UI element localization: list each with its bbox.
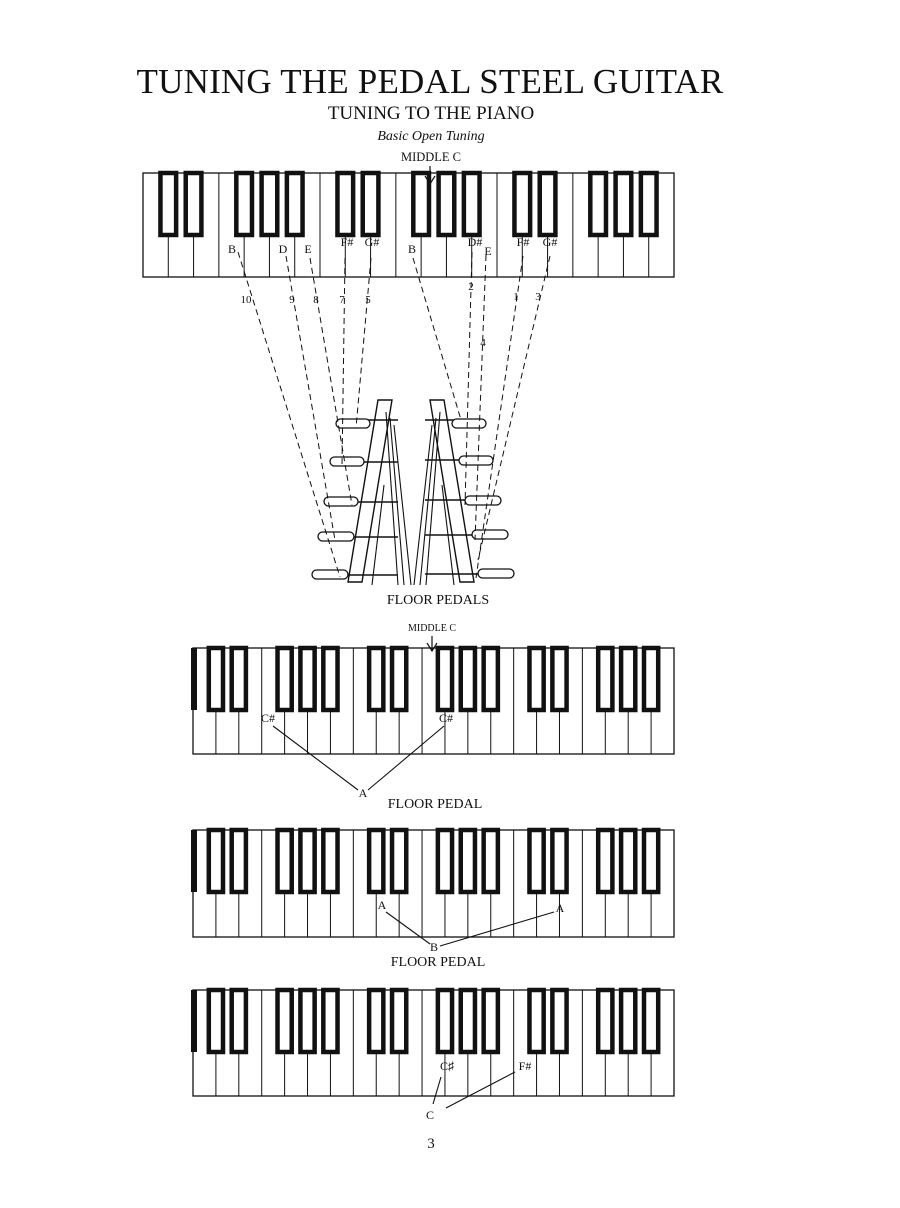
black-key [464,173,480,235]
page-title: TUNING THE PEDAL STEEL GUITAR [136,62,724,101]
floor-pedal-a-caption: FLOOR PEDAL [387,797,483,812]
keyboard-2 [191,648,674,754]
black-key [644,648,658,710]
black-key [369,830,383,892]
black-key [529,648,543,710]
pedal-pad [452,419,486,428]
note-label: G# [542,235,558,249]
string-connector [342,258,345,465]
string-number: 9 [289,294,295,306]
pedal-pad [336,419,370,428]
string-number: 1 [513,291,519,303]
string-number: 5 [365,294,371,306]
black-key [392,830,406,892]
black-key [598,990,612,1052]
black-key [644,830,658,892]
section-subtitle: TUNING TO THE PIANO [327,103,535,124]
pedal-letter: B [429,940,439,954]
black-key [300,830,314,892]
note-label: F# [516,235,530,249]
black-key [552,648,566,710]
pedal-letter: A [358,786,368,800]
black-key [484,990,498,1052]
black-key [484,830,498,892]
black-key [262,173,278,235]
string-number: 3 [535,291,541,303]
connector-lines [238,166,554,1108]
black-key [439,173,455,235]
string-connector [413,258,461,420]
black-key [552,990,566,1052]
black-key [461,648,475,710]
note-label: A [555,901,565,915]
pedal-pad [312,570,348,579]
keyboard-4 [191,990,674,1096]
black-key [209,990,223,1052]
black-key [278,830,292,892]
floor-pedal-b-caption: FLOOR PEDAL [390,955,486,970]
black-key [621,990,635,1052]
note-label: A [377,898,387,912]
black-key [236,173,252,235]
pedal-pad [472,530,508,539]
black-key [461,990,475,1052]
black-key [438,648,452,710]
black-key [160,173,176,235]
black-key [232,830,246,892]
string-connector [356,258,371,428]
black-key [552,830,566,892]
middle-c-marker-label-2: MIDDLE C [407,623,457,634]
black-key [209,830,223,892]
black-key [337,173,353,235]
note-label: G# [364,235,380,249]
pedal-pad [478,569,514,578]
string-number: 7 [339,294,345,306]
black-key [590,173,606,235]
black-key [484,648,498,710]
note-label: D# [467,235,483,249]
note-label: E [304,242,312,256]
black-key [540,173,556,235]
pedal-pad [459,456,493,465]
tuning-subtitle: Basic Open Tuning [377,129,485,144]
note-label: F# [340,235,354,249]
keyboard-3 [191,830,674,937]
black-key [529,990,543,1052]
string-number: 8 [313,294,319,306]
black-key [278,648,292,710]
black-key-edge [191,830,197,892]
black-key [529,830,543,892]
black-key [209,648,223,710]
black-key [323,990,337,1052]
pedal-letter: C [425,1108,435,1122]
keyboard-1 [143,173,674,277]
note-label: E [484,244,492,258]
black-key-edge [191,648,197,710]
black-key [598,830,612,892]
note-label: B [227,242,237,256]
black-key [323,830,337,892]
note-label: C# [260,711,276,725]
black-key [644,990,658,1052]
note-label: B [407,242,417,256]
black-key [461,830,475,892]
black-key [278,990,292,1052]
note-label: F# [518,1059,532,1073]
black-key [363,173,379,235]
black-key-edge [191,990,197,1052]
black-key [323,648,337,710]
string-number: 2 [468,281,474,293]
black-key [621,830,635,892]
page-number: 3 [427,1136,435,1152]
pedal-pad [465,496,501,505]
black-key [369,990,383,1052]
floor-pedals-caption: FLOOR PEDALS [386,593,490,608]
note-label: C♯ [439,1059,455,1073]
black-key [438,990,452,1052]
black-key [641,173,657,235]
black-key [616,173,632,235]
black-key [232,990,246,1052]
black-key [287,173,303,235]
note-label: C# [438,711,454,725]
black-key [598,648,612,710]
pedal-pad [330,457,364,466]
black-key [186,173,202,235]
black-key [232,648,246,710]
pedal-rod [414,425,432,585]
floor-pedals-illustration [312,400,514,585]
black-key [392,648,406,710]
black-key [621,648,635,710]
black-key [413,173,429,235]
black-key [300,648,314,710]
black-key [392,990,406,1052]
black-key [300,990,314,1052]
note-label: D [278,242,288,256]
pedal-pad [318,532,354,541]
middle-c-marker-label: MIDDLE C [400,150,462,164]
string-number: 4 [480,337,486,349]
black-key [438,830,452,892]
black-key [514,173,530,235]
string-number: 10 [240,294,252,306]
black-key [369,648,383,710]
